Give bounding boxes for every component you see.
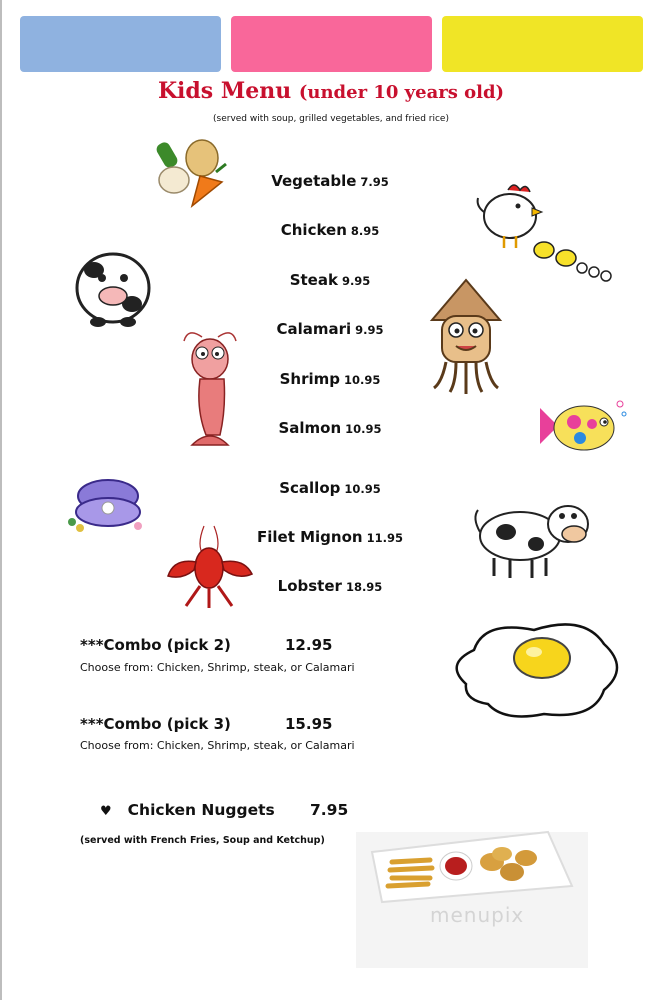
chicken-icon xyxy=(474,176,622,292)
fried-egg-icon xyxy=(446,618,622,722)
combo-label: ***Combo (pick 2) xyxy=(80,636,231,654)
combo-label: ***Combo (pick 3) xyxy=(80,715,231,733)
page-edge xyxy=(0,0,2,1000)
menu-item xyxy=(220,221,440,239)
combo-pick-2 xyxy=(80,636,333,654)
item-price: 10.95 xyxy=(345,422,382,436)
menu-item xyxy=(220,320,440,338)
lobster-icon xyxy=(164,522,256,612)
item-price: 9.95 xyxy=(341,274,371,288)
watermark: menupix xyxy=(430,903,525,927)
combo-price: 15.95 xyxy=(285,715,333,733)
menu-subtitle: (served with soup, grilled vegetables, and fried rice) xyxy=(213,114,449,124)
item-price: 9.95 xyxy=(355,323,384,337)
item-price: 10.95 xyxy=(344,482,381,496)
nuggets-note: (served with French Fries, Soup and Ketchup) xyxy=(80,835,325,846)
item-price: 7.95 xyxy=(360,175,389,189)
combo-price: 12.95 xyxy=(285,636,333,654)
menu-item xyxy=(220,370,440,388)
combo-choices: Choose from: Chicken, Shrimp, steak, or Calamari xyxy=(80,661,355,674)
tab-bar xyxy=(20,16,643,72)
menu-item xyxy=(220,479,440,497)
menu-item xyxy=(220,271,440,289)
item-price: 10.95 xyxy=(344,373,381,387)
heart-icon: ♥ xyxy=(100,804,112,819)
item-name: Chicken Nuggets xyxy=(127,801,275,819)
tab-pink[interactable] xyxy=(231,16,432,72)
title-main: Kids Menu xyxy=(157,78,292,104)
shrimp-icon xyxy=(180,325,240,455)
item-name: Steak xyxy=(289,271,338,289)
combo-pick-3 xyxy=(80,715,333,733)
item-price: 18.95 xyxy=(345,580,383,594)
item-name: Shrimp xyxy=(279,370,340,388)
combo-choices: Choose from: Chicken, Shrimp, steak, or Calamari xyxy=(80,739,355,752)
clam-pearl-icon xyxy=(66,476,146,536)
menu-item xyxy=(220,419,440,437)
nuggets-plate-icon xyxy=(352,822,592,972)
cow-icon xyxy=(72,240,154,330)
item-name: Filet Mignon xyxy=(257,528,363,546)
item-name: Chicken xyxy=(280,221,347,239)
tab-yellow[interactable] xyxy=(442,16,643,72)
item-name: Salmon xyxy=(278,419,342,437)
item-price: 11.95 xyxy=(366,531,403,545)
item-price: 7.95 xyxy=(310,801,349,819)
item-name: Lobster xyxy=(277,577,342,595)
item-name: Vegetable xyxy=(271,172,357,190)
item-price: 8.95 xyxy=(350,224,380,238)
item-name: Calamari xyxy=(276,320,352,338)
squid-icon xyxy=(428,276,504,398)
chicken-nuggets-item xyxy=(100,801,349,819)
cow-icon xyxy=(470,488,596,582)
vegetables-icon xyxy=(152,136,230,208)
title-age-note: (under 10 years old) xyxy=(298,82,505,103)
page-title xyxy=(0,78,662,104)
fish-icon xyxy=(536,394,630,458)
menu-item xyxy=(220,172,440,190)
item-name: Scallop xyxy=(279,479,341,497)
tab-blue[interactable] xyxy=(20,16,221,72)
